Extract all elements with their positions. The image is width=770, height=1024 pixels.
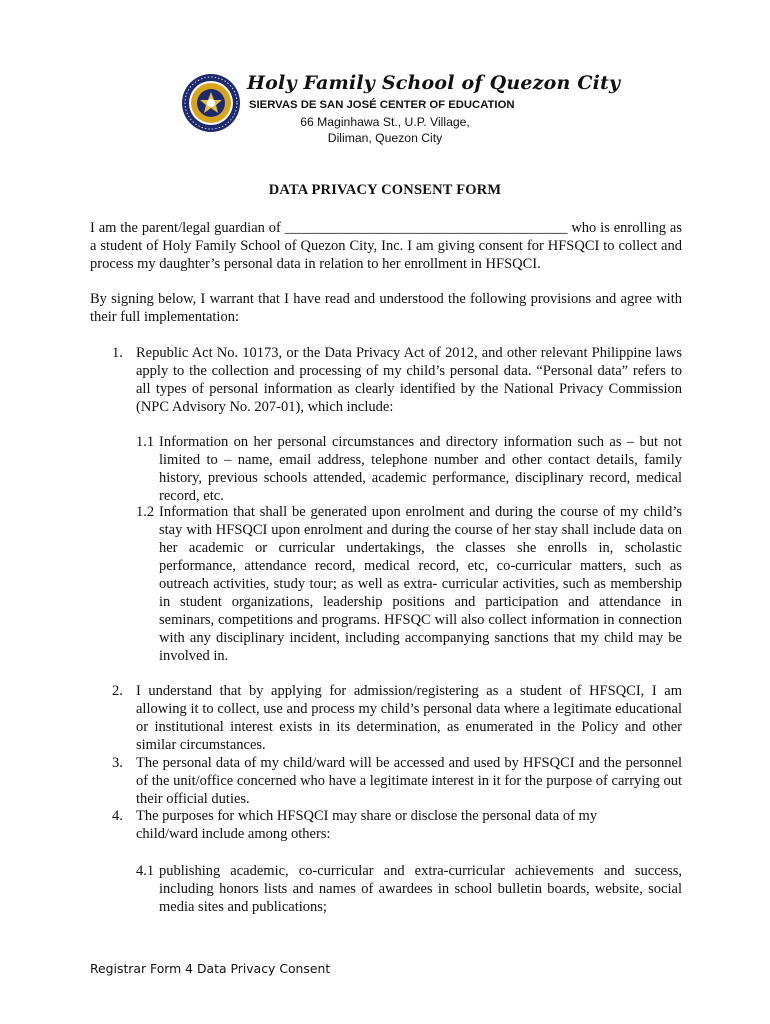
school-subtitle: SIERVAS DE SAN JOSÉ CENTER OF EDUCATION [249, 99, 515, 111]
subitem-number: 4.1 [136, 863, 155, 879]
intro-paragraph: I am the parent/legal guardian of _______________________________________ who is enrolling as a student of Holy Family School of Quezon City, Inc. I am giving consent for HFSQCI to collect and process my daughter’s personal data in relation to her enrollment in HFSQCI. [90, 220, 682, 272]
form-title: DATA PRIVACY CONSENT FORM [268, 182, 502, 198]
item-text: The personal data of my child/ward will be accessed and used by HFSQCI and the personnel of the unit/office concerned who have a legitimate interest in it for the purpose of carrying out their official duties. [136, 755, 682, 807]
item-text: I understand that by applying for admission/registering as a student of HFSQCI, I am allowing it to collect, use and process my child’s personal data where a legitimate educational or institutional interest exists in its determination, as enumerated in the Policy and other similar circumstances. [136, 683, 682, 753]
address-line-1: 66 Maginhawa St., U.P. Village, [300, 115, 470, 129]
subitem-text: Information on her personal circumstances and directory information such as – but not limited to – name, email address, telephone number and other contact details, family history, previous schools attended, academic performance, disciplinary record, medical record, etc. [159, 434, 682, 504]
subitem-text: publishing academic, co-curricular and extra-curricular achievements and success, including honors lists and names of awardees in school bulletin boards, website, social media sites and publications; [159, 863, 682, 915]
item-number: 3. [112, 755, 123, 771]
subitem-number: 1.2 [136, 504, 155, 520]
address-line-2: Diliman, Quezon City [327, 131, 443, 145]
item-text: The purposes for which HFSQCI may share or disclose the personal data of my child/ward include among others: [136, 808, 598, 842]
warrant-paragraph: By signing below, I warrant that I have read and understood the following provisions and agree with their full implementation: [90, 291, 682, 325]
school-name: Holy Family School of Quezon City [247, 72, 621, 94]
school-seal-logo [181, 73, 241, 133]
page-footer: Registrar Form 4 Data Privacy Consent [90, 961, 331, 976]
subitem-number: 1.1 [136, 434, 155, 450]
item-number: 4. [112, 808, 123, 824]
item-number: 2. [112, 683, 123, 699]
subitem-text: Information that shall be generated upon enrolment and during the course of my child’s stay with HFSQCI upon enrolment and during the course of her stay shall include data on her academic or curricular undertakings, the classes she enrolls in, scholastic performance, attendance record, medical record, etc, co-curricular matters, such as outreach activities, study tour; as well as extra- curricular activities, such as membership in student organizations, leadership positions and participation and attendance in seminars, competitions and programs. HFSQC will also collect information in connection with any disciplinary incident, including accompanying sanctions that my child may be involved in. [159, 504, 682, 664]
item-number: 1. [112, 345, 123, 361]
item-text: Republic Act No. 10173, or the Data Privacy Act of 2012, and other relevant Philippine laws apply to the collection and processing of my child’s personal data. “Personal data” refers to all types of personal information as clearly identified by the National Privacy Commission (NPC Advisory No. 207-01), which include: [136, 345, 682, 415]
